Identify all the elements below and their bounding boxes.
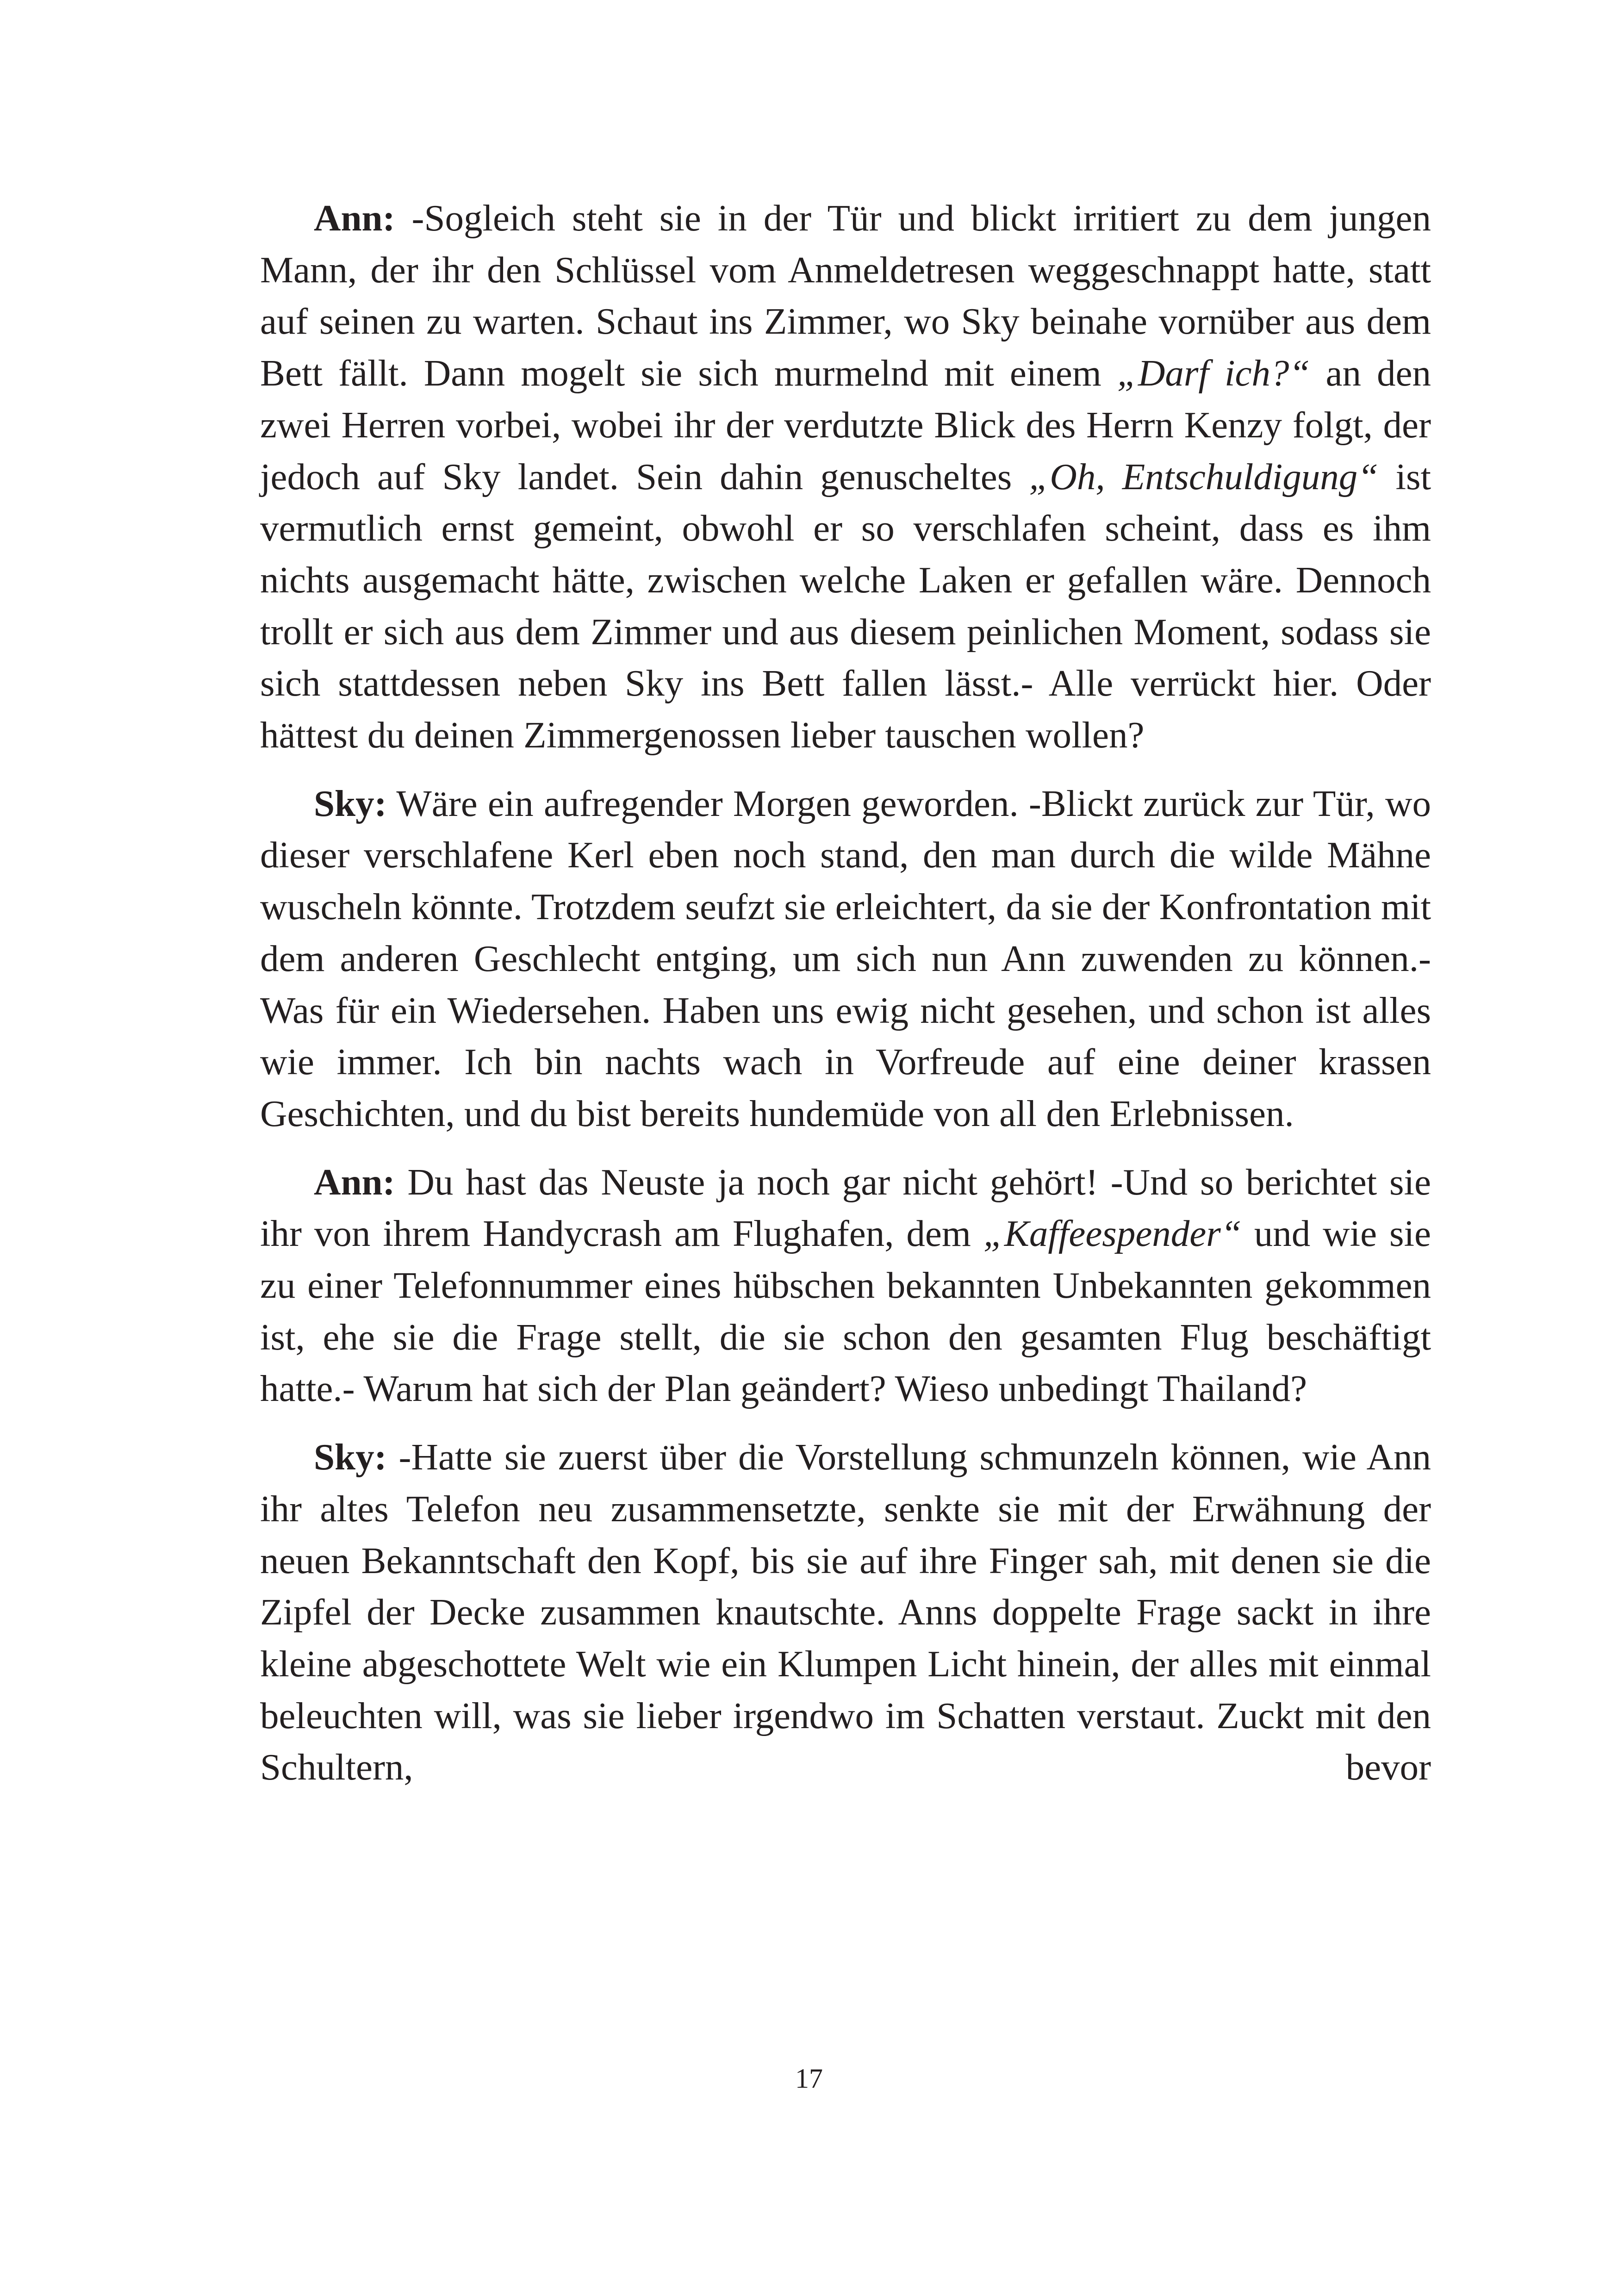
page-number: 17	[795, 2063, 823, 2094]
paragraph	[260, 1431, 1431, 1793]
speaker-name: Ann:	[314, 197, 395, 239]
speaker-name: Ann:	[314, 1161, 395, 1203]
text-run: Wäre ein aufregender Morgen geworden. -Blickt zurück zur Tür, wo dieser verschlafene Kerl eben noch stand, den man durch die wilde Mähne wuscheln könnte. Trotzdem seufzt sie erleichtert, da sie der Konfrontation mit dem anderen Geschlecht entging, um sich nun Ann zuwenden zu können.- Was für ein Wiedersehen. Haben uns ewig nicht gesehen, und schon ist alles wie immer. Ich bin nachts wach in Vorfreude auf eine deiner krassen Geschichten, und du bist bereits hundemüde von all den Erlebnissen.	[260, 782, 1431, 1134]
text-run: und wie sie zu einer Telefonnummer eines hübschen bekannten Unbekannten gekommen ist, ehe sie die Frage stellt, die sie schon den gesamten Flug beschäftigt hatte.- Warum hat sich der Plan geändert? Wieso unbedingt Thailand?	[260, 1213, 1431, 1410]
quote-italic: „Kaffeespender“	[983, 1213, 1242, 1255]
text-run: ist vermutlich ernst gemeint, obwohl er so verschlafen scheint, dass es ihm nichts ausgemacht hätte, zwischen welche Laken er gefallen wäre. Dennoch trollt er sich aus dem Zimmer und aus diesem peinlichen Moment, sodass sie sich stattdessen neben Sky ins Bett fallen lässt.- Alle verrückt hier. Oder hättest du deinen Zimmergenossen lieber tauschen wollen?	[260, 455, 1431, 756]
body-text	[260, 193, 1431, 1793]
text-run: -Hatte sie zuerst über die Vorstellung schmunzeln können, wie Ann ihr altes Telefon neu zusammensetzte, senkte sie mit der Erwähnung der neuen Bekanntschaft den Kopf, bis sie auf ihre Finger sah, mit denen sie die Zipfel der Decke zusammen knautschte. Anns doppelte Frage sackt in ihre kleine abgeschottete Welt wie ein Klumpen Licht hinein, der alles mit einmal beleuchten will, was sie lieber irgendwo im Schatten verstaut. Zuckt mit den Schultern, bevor	[260, 1436, 1431, 1788]
text-run: -Sogleich steht sie in der Tür und blickt irritiert zu dem jungen Mann, der ihr den Schlüssel vom Anmeldetresen weggeschnappt hatte, statt auf seinen zu warten. Schaut ins Zimmer, wo Sky beinahe vornüber aus dem Bett fällt. Dann mogelt sie sich murmelnd mit einem	[260, 197, 1431, 394]
paragraph	[260, 1157, 1431, 1415]
speaker-name: Sky:	[314, 782, 387, 824]
quote-italic: „Darf ich?“	[1117, 352, 1310, 394]
quote-italic: „Oh, Entschuldigung“	[1029, 455, 1379, 498]
text-run: Du hast das Neuste ja noch gar nicht gehört! -Und so berichtet sie ihr von ihrem Handycrash am Flughafen, dem	[260, 1161, 1431, 1255]
paragraph	[260, 193, 1431, 761]
text-run: an den zwei Herren vorbei, wobei ihr der verdutzte Blick des Herrn Kenzy folgt, der jedoch auf Sky landet. Sein dahin genuscheltes	[260, 352, 1431, 498]
paragraph	[260, 778, 1431, 1140]
speaker-name: Sky:	[314, 1436, 387, 1478]
